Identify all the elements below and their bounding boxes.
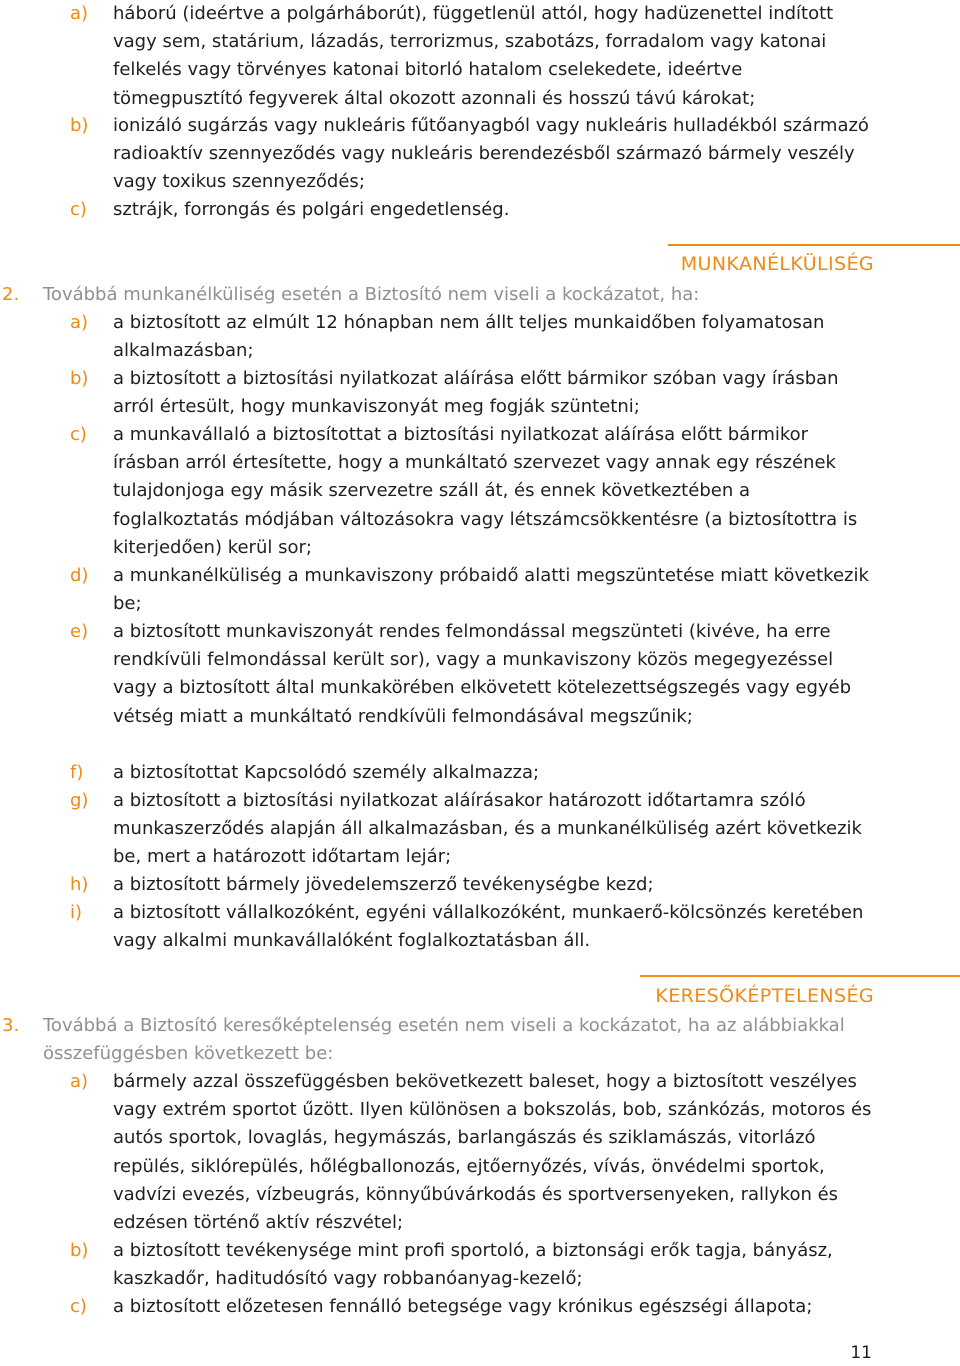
list-item xyxy=(0,0,960,113)
section-number: 2. xyxy=(2,284,20,305)
list-item-letter: d) xyxy=(70,565,89,586)
list-item xyxy=(0,787,960,872)
list-item-text: a biztosított előzetesen fennálló betegsége vagy krónikus egészségi állapota; xyxy=(113,1296,813,1317)
list-item xyxy=(0,1293,960,1321)
list-item-letter: a) xyxy=(70,312,89,333)
list-item-text: a biztosított a biztosítási nyilatkozat aláírásakor határozott időtartamra szóló munkaszerződés alapján áll alkalmazásban, és a munkanélküliség azért következik be, mert a határozott időtartam lejár; xyxy=(113,790,862,868)
section-intro xyxy=(0,1012,960,1068)
section-heading: MUNKANÉLKÜLISÉG xyxy=(680,253,874,275)
list-item-text: ionizáló sugárzás vagy nukleáris fűtőanyagból vagy nukleáris hulladékból származó radioaktív szennyeződés vagy nukleáris berendezésből származó bármely veszély vagy toxikus szennyeződés; xyxy=(113,115,869,193)
section-number: 3. xyxy=(2,1015,20,1036)
section-intro-text: Továbbá a Biztosító keresőképtelenség esetén nem viseli a kockázatot, ha az alábbiakkal összefüggésben következett be: xyxy=(43,1015,845,1065)
list-item-text: a biztosított a biztosítási nyilatkozat aláírása előtt bármikor szóban vagy írásban arról értesült, hogy munkaviszonyát meg fogják szüntetni; xyxy=(113,368,839,418)
section-heading: KERESŐKÉPTELENSÉG xyxy=(655,985,874,1007)
list-item-letter: b) xyxy=(70,115,89,136)
list-item xyxy=(0,562,960,618)
list-item-text: a munkanélküliség a munkaviszony próbaidő alatti megszüntetése miatt következik be; xyxy=(113,565,869,615)
list-item xyxy=(0,759,960,787)
section-divider xyxy=(640,975,960,977)
list-item-text: a biztosított vállalkozóként, egyéni vállalkozóként, munkaerő-kölcsönzés keretében vagy alkalmi munkavállalóként foglalkoztatásban áll. xyxy=(113,902,864,952)
list-item-text: bármely azzal összefüggésben bekövetkezett baleset, hogy a biztosított veszélyes vagy extrém sportot űzött. Ilyen különösen a bokszolás, bob, szánkózás, motoros és autós sportok, lovaglás, hegymászás, barlangászás és sziklamászás, vitorlázó repülés, siklórepülés, hőlégballonozás, ejtőernyőzés, vívás, önvédelmi sportok, vadvízi evezés, vízbeugrás, könnyűbúvárkodás és sportversenyeken, rallykon és edzésen történő aktív részvétel; xyxy=(113,1071,872,1234)
list-item-letter: b) xyxy=(70,1240,89,1261)
list-item xyxy=(0,618,960,731)
section-intro xyxy=(0,281,960,309)
list-item xyxy=(0,871,960,899)
list-item-text: a biztosított tevékenysége mint profi sportoló, a biztonsági erők tagja, bányász, kaszkadőr, haditudósító vagy robbanóanyag-kezelő; xyxy=(113,1240,833,1290)
list-item-text: háború (ideértve a polgárháborút), függetlenül attól, hogy hadüzenettel indított vagy sem, statárium, lázadás, terrorizmus, szabotázs, forradalom vagy katonai felkelés vagy törvényes katonai bitorló hatalom cselekedete, ideértve tömegpusztító fegyverek által okozott azonnali és hosszú távú károkat; xyxy=(113,3,834,109)
list-item-letter: h) xyxy=(70,874,89,895)
list-item-letter: e) xyxy=(70,621,89,642)
section-intro-text: Továbbá munkanélküliség esetén a Biztosító nem viseli a kockázatot, ha: xyxy=(43,284,700,305)
page-number: 11 xyxy=(850,1343,872,1363)
list-item xyxy=(0,1068,960,1237)
list-item-text: a biztosított munkaviszonyát rendes felmondással megszünteti (kivéve, ha erre rendkívüli felmondással került sor), vagy a munkaviszony közös megegyezéssel vagy a biztosított által munkakörében elkövetett kötelezettségszegés vagy egyéb vétség miatt a munkáltató rendkívüli felmondásával megszűnik; xyxy=(113,621,852,727)
list-item-text: a munkavállaló a biztosítottat a biztosítási nyilatkozat aláírása előtt bármikor írásban arról értesítette, hogy a munkáltató szervezet vagy annak egy részének tulajdonjoga egy másik szervezetre száll át, és ennek következtében a foglalkoztatás módjában változásokra vagy létszámcsökkentésre (a biztosítottra is kiterjedően) kerül sor; xyxy=(113,424,858,558)
list-item-text: a biztosított az elmúlt 12 hónapban nem állt teljes munkaidőben folyamatosan alkalmazásban; xyxy=(113,312,825,362)
list-item-text: a biztosítottat Kapcsolódó személy alkalmazza; xyxy=(113,762,540,783)
list-item xyxy=(0,365,960,421)
list-item-letter: a) xyxy=(70,1071,89,1092)
list-item-letter: c) xyxy=(70,1296,87,1317)
list-item-letter: c) xyxy=(70,199,87,220)
list-item xyxy=(0,899,960,955)
list-item xyxy=(0,1237,960,1293)
list-item-letter: f) xyxy=(70,762,84,783)
list-item xyxy=(0,112,960,197)
list-item-letter: b) xyxy=(70,368,89,389)
list-item-text: a biztosított bármely jövedelemszerző tevékenységbe kezd; xyxy=(113,874,654,895)
list-item-letter: g) xyxy=(70,790,89,811)
list-item-text: sztrájk, forrongás és polgári engedetlenség. xyxy=(113,199,510,220)
list-item xyxy=(0,196,960,224)
list-item-letter: a) xyxy=(70,3,89,24)
list-item-letter: c) xyxy=(70,424,87,445)
section-divider xyxy=(668,244,960,246)
list-item-letter: i) xyxy=(70,902,83,923)
list-item xyxy=(0,421,960,562)
list-item xyxy=(0,309,960,365)
